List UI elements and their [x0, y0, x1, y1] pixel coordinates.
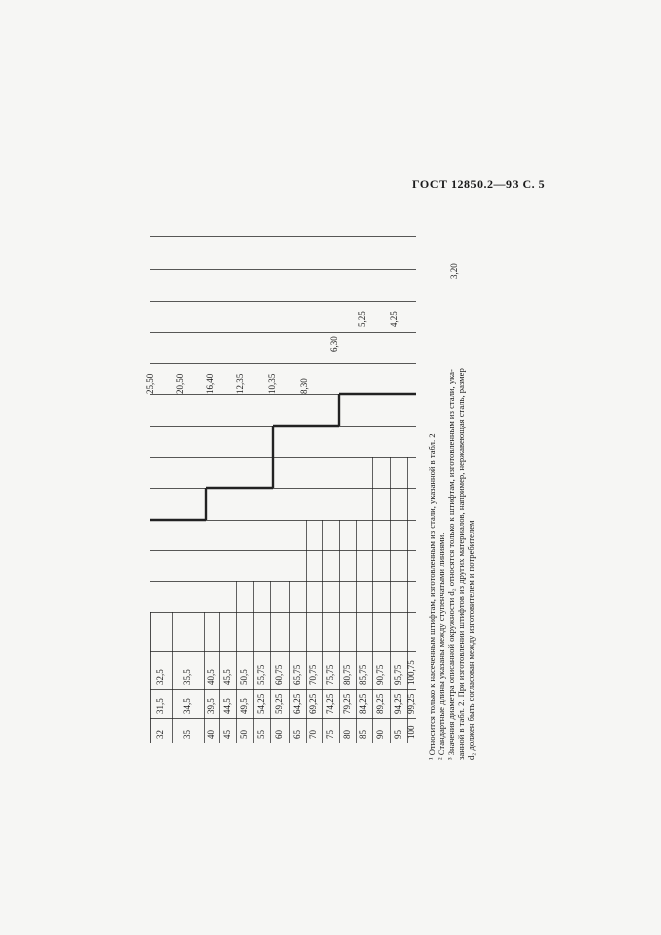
table-cell-nominal: 90	[375, 730, 385, 739]
table-cell-nominal: 95	[392, 730, 403, 739]
footnote-3: ³ Значения диаметра описанной окружности d₂ относятся только к штифтам, изготовленным из стали, ука-	[446, 369, 456, 760]
table-cell-c2: 69,25	[308, 693, 318, 714]
table-cell-c3: 32,5	[155, 669, 165, 685]
table-cell-nominal: 50	[238, 730, 249, 739]
step-value: 4,25	[389, 311, 399, 327]
table-cell-c3: 50,5	[238, 669, 249, 685]
table-cell-nominal: 35	[182, 730, 192, 739]
table-cell-nominal: 85	[358, 730, 368, 739]
table-cell-nominal: 80	[341, 730, 352, 739]
table-cell-c2: 39,5	[205, 698, 216, 714]
step-value: 5,25	[357, 311, 367, 327]
table-cell-c2: 74,25	[324, 693, 335, 714]
table-cell-c3: 100,75	[405, 660, 416, 685]
step-value: 8,30	[299, 378, 309, 394]
footnote-2: ² Стандартные длины указаны между ступенчатыми линиями.	[436, 532, 446, 760]
page-header: ГОСТ 12850.2—93 С. 5	[412, 177, 546, 191]
table-cell-c3: 85,75	[358, 664, 368, 685]
table-cell-c3: 60,75	[273, 664, 284, 685]
table-cell-c3: 55,75	[255, 664, 266, 685]
step-value: 20,50	[175, 373, 185, 394]
table-cell-c3: 70,75	[308, 664, 318, 685]
step-value: 12,35	[235, 373, 245, 394]
step-value: 16,40	[205, 373, 215, 394]
step-value: 25,50	[145, 373, 155, 394]
table-cell-c2: 31,5	[155, 698, 165, 714]
footnote-3-end: d₂ должен быть согласован между изготовителем и потребителем	[466, 520, 476, 760]
table-cell-c3: 75,75	[324, 664, 335, 685]
table-cell-c3: 80,75	[341, 664, 352, 685]
table-cell-c2: 49,5	[238, 698, 249, 714]
table-cell-c2: 34,5	[182, 698, 192, 714]
table-cell-c2: 59,25	[273, 693, 284, 714]
table-cell-c3: 45,5	[221, 669, 232, 685]
table-cell-c3: 90,75	[375, 664, 385, 685]
table-cell-c2: 54,25	[255, 693, 266, 714]
table-cell-c3: 95,75	[392, 664, 403, 685]
table-cell-c2: 99,25	[405, 693, 416, 714]
table-cell-nominal: 100	[405, 725, 416, 739]
table-cell-c2: 44,5	[221, 698, 232, 714]
table-cell-nominal: 75	[324, 730, 335, 739]
table-cell-c3: 40,5	[205, 669, 216, 685]
table-cell-c2: 79,25	[341, 693, 352, 714]
table-cell-c3: 65,75	[291, 664, 302, 685]
step-value: 3,20	[449, 263, 459, 279]
table-cell-c2: 89,25	[375, 693, 385, 714]
table-cell-nominal: 55	[255, 730, 266, 739]
footnote-1: ¹ Относится только к насеченным штифтам, изготовленным из стали, указанной в табл. 2	[427, 433, 437, 760]
table-cell-nominal: 70	[308, 730, 318, 739]
table-cell-nominal: 65	[291, 730, 302, 739]
table-cell-c3: 35,5	[182, 669, 192, 685]
table-cell-nominal: 60	[273, 730, 284, 739]
table-cell-c2: 64,25	[291, 693, 302, 714]
step-value: 6,30	[329, 336, 339, 352]
table-cell-c2: 94,25	[392, 693, 403, 714]
table-cell-nominal: 32	[155, 730, 165, 739]
footnote-3-cont: занной в табл. 2. При изготовлении штифтов из других материалов, например, нержавеющая сталь, размер	[456, 368, 466, 760]
table-cell-c2: 84,25	[358, 693, 368, 714]
step-value: 10,35	[267, 373, 277, 394]
table-cell-nominal: 45	[221, 730, 232, 739]
table-cell-nominal: 40	[205, 730, 216, 739]
